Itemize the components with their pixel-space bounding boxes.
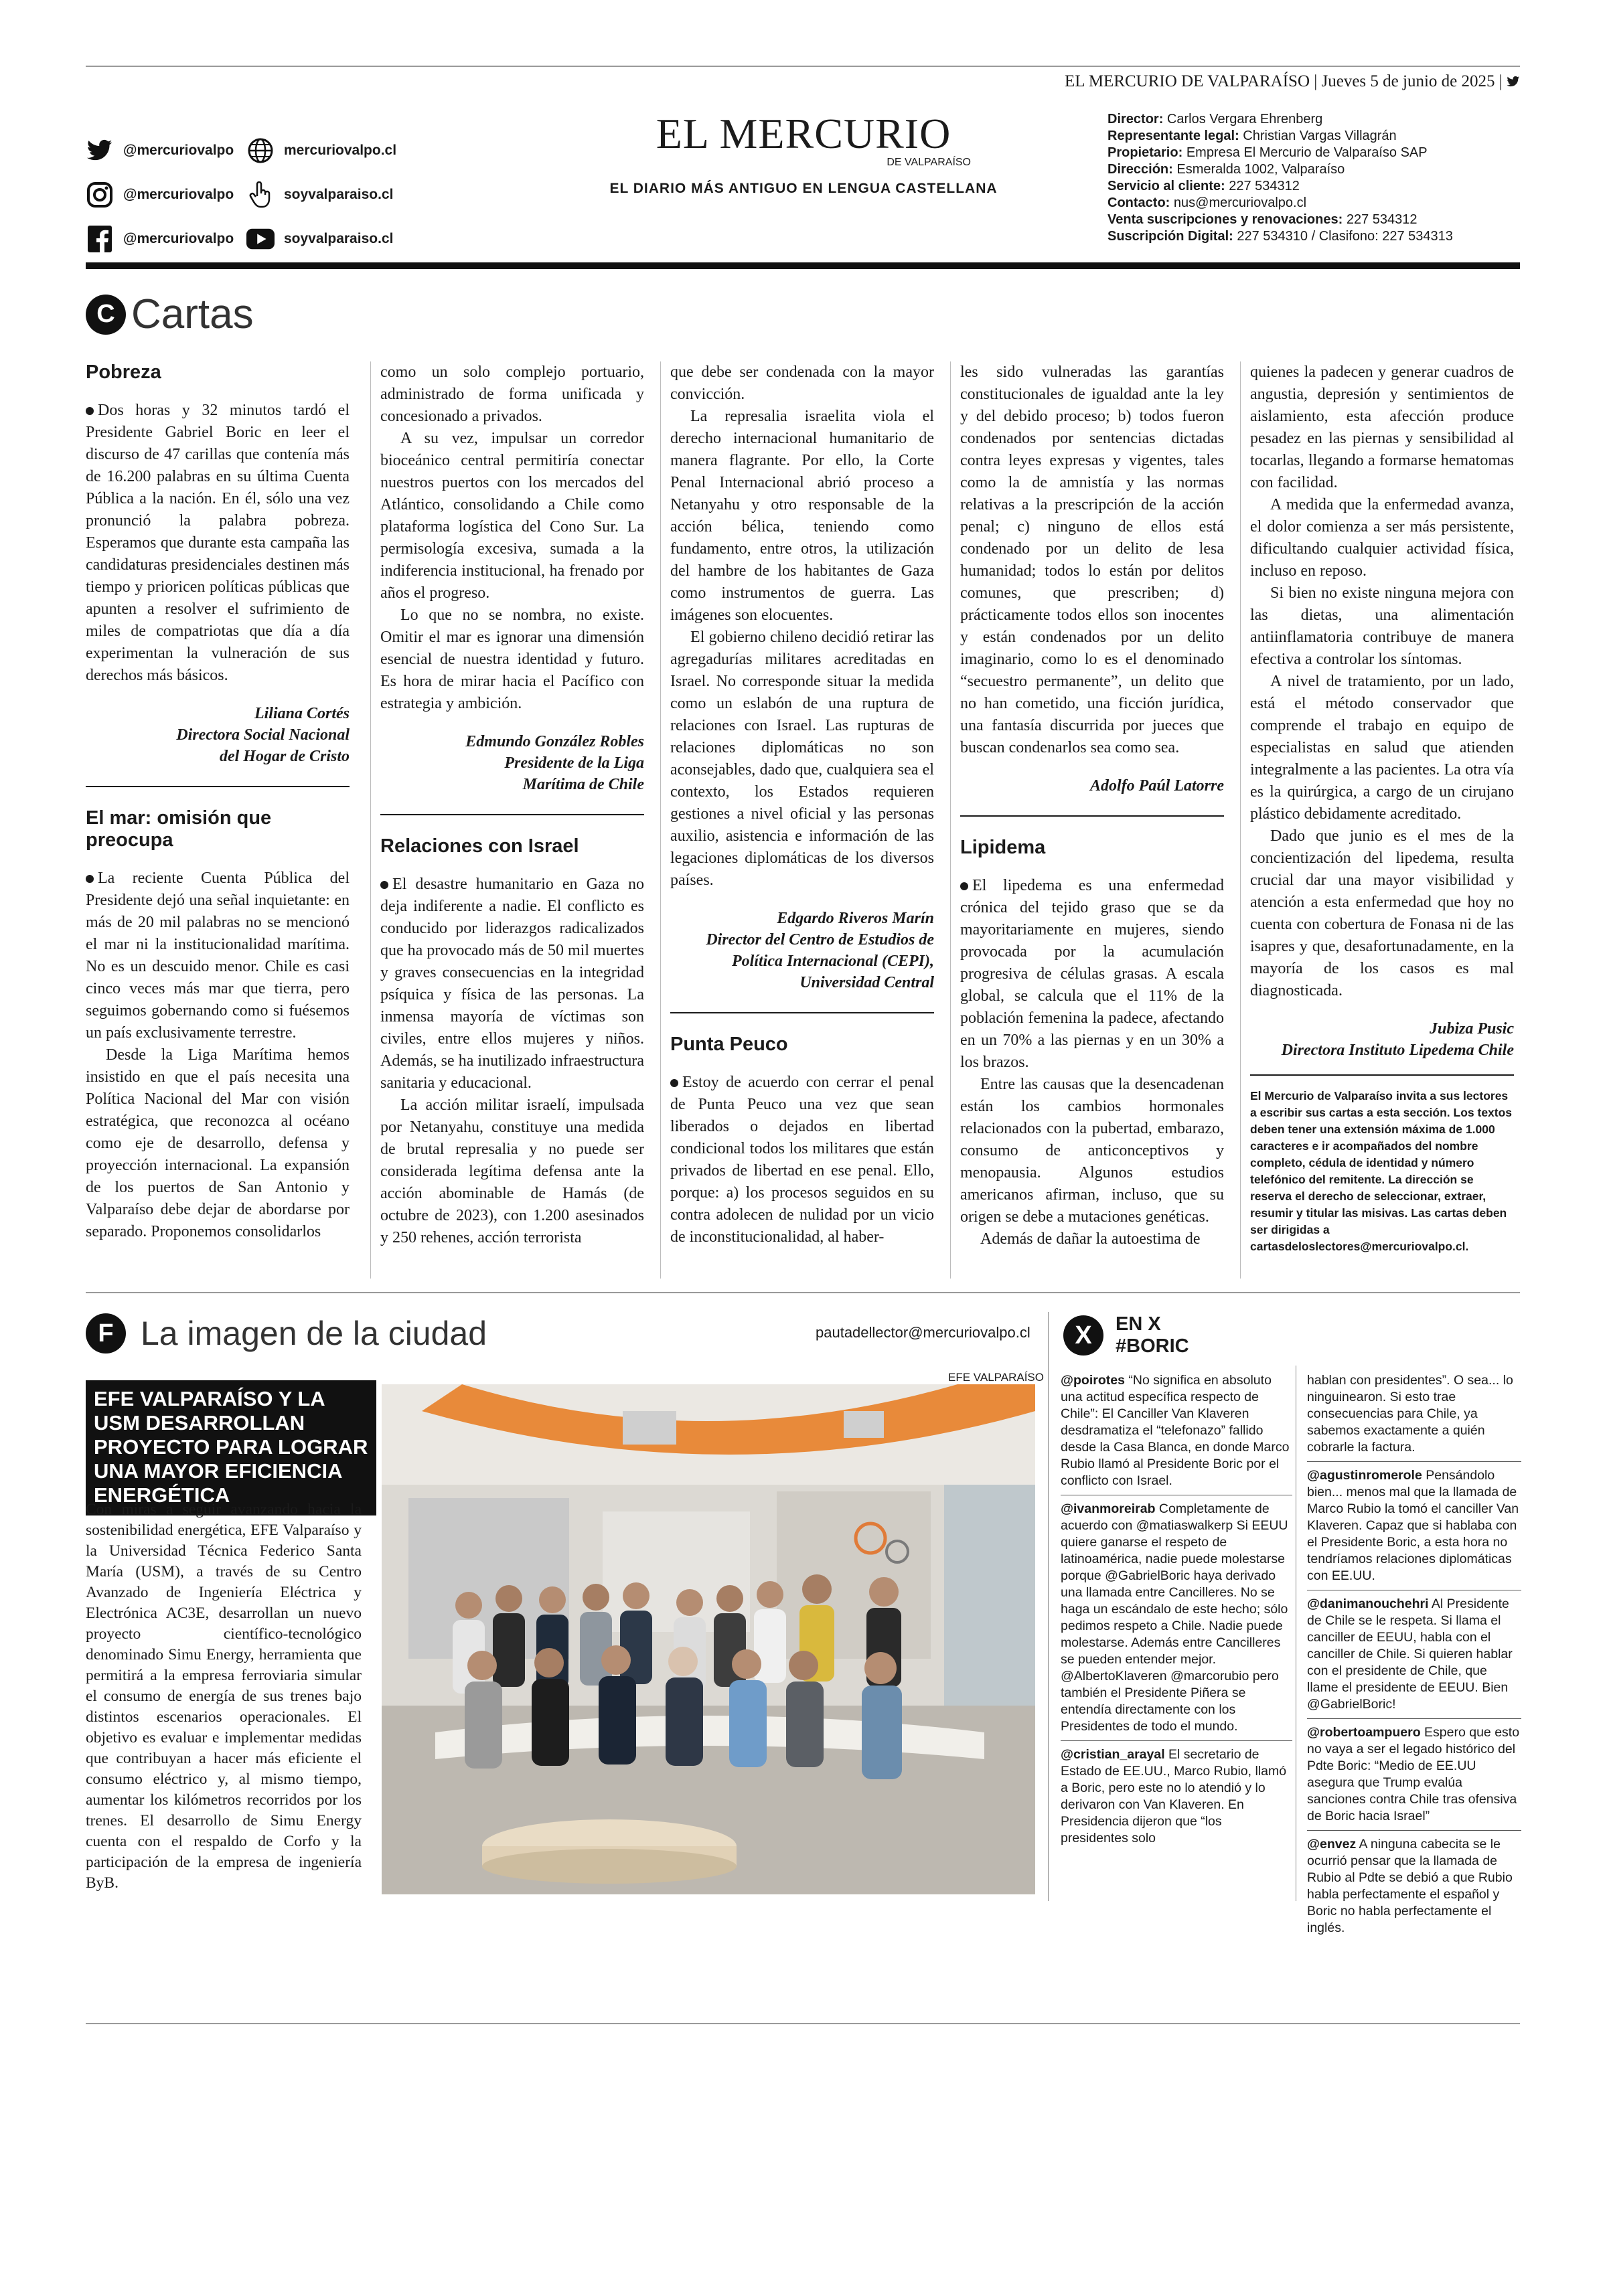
bullet-icon — [86, 407, 94, 415]
staff-line: Director: Carlos Vergara Ehrenberg — [1107, 112, 1323, 127]
reader-email[interactable]: pautadellector@mercuriovalpo.cl — [816, 1324, 1030, 1341]
tweet: @danimanouchehri Al Presidente de Chile se le respeta. Si llama el canciller de EEUU, habla con el canciller de Chile. Si quieren hablar con el presidente de Chile, que llame el presidente de EEUU. Bien @GabrielBoric! — [1307, 1596, 1521, 1719]
cartas-badge: C — [86, 295, 126, 335]
tweet-handle[interactable]: @poirotes — [1061, 1373, 1125, 1388]
tweet: @envez A ninguna cabecita se le ocurrió pensar que la llamada de Rubio al Pdte se debió a que Rubio habla perfectamente el español y Boric no habla perfectamente el inglés. — [1307, 1837, 1513, 1935]
tweet-handle[interactable]: @danimanouchehri — [1307, 1596, 1429, 1611]
tweet: @robertoampuero Espero que esto no vaya a ser el legado histórico del Pdte Boric: “Medio de EE.UU asegura que Trump evalúa sanciones contra Chile tras ofensiva de Boric hacia Israel” — [1307, 1724, 1521, 1831]
staff-box — [1107, 111, 1523, 245]
web-url: mercuriovalpo.cl — [284, 143, 397, 158]
tweet-handle[interactable]: @robertoampuero — [1307, 1725, 1421, 1740]
imagen-title: La imagen de la ciudad — [141, 1315, 487, 1352]
letter-paragraph: A medida que la enfermedad avanza, el dolor comienza a ser más persistente, dificultando cualquier actividad física, incluso en reposo. — [1250, 496, 1514, 580]
tweet-handle[interactable]: @cristian_arayal — [1061, 1747, 1165, 1762]
letters-column-5 — [1250, 361, 1514, 1255]
photo-headline: EFE VALPARAÍSO Y LA USM DESARROLLAN PROYECTO PARA LOGRAR UNA MAYOR EFICIENCIA ENERGÉTICA — [86, 1380, 376, 1515]
letter-signature: Edmundo González Robles Presidente de la Liga Marítima de Chile — [465, 733, 644, 793]
letters-column-4 — [960, 361, 1224, 1250]
tweet-handle[interactable]: @ivanmoreirab — [1061, 1501, 1156, 1516]
column-divider — [1048, 1312, 1049, 1901]
bullet-icon — [670, 1079, 678, 1087]
letter-separator — [960, 815, 1224, 817]
x-logo-icon: X — [1063, 1315, 1103, 1356]
tweet: @agustinromerole Pensándolo bien... menos mal que la llamada de Marco Rubio la tomó el canciller Van Klaveren. Capaz que si hablaba con el Presidente Boric, a esta hora no tendríamos relaciones diplomáticas con EE.UU. — [1307, 1467, 1521, 1590]
social-links — [86, 129, 407, 261]
bullet-icon — [960, 882, 968, 890]
header-thick-rule — [86, 262, 1520, 269]
letter-heading-pobreza: Pobreza — [86, 361, 161, 383]
top-rule — [86, 66, 1520, 67]
bullet-icon — [86, 875, 94, 883]
tweet: @poirotes “No significa en absoluto una actitud específica respecto de Chile”: El Canciller Van Klaveren desdramatiza el “telefonazo” fallido desde la Casa Blanca, en donde Marco Rubio llamó al Presidente Boric por el conflicto con Israel. — [1061, 1372, 1292, 1495]
letter-paragraph: Además de dañar la autoestima de — [980, 1230, 1201, 1248]
youtube-url: soyvalparaiso.cl — [284, 231, 394, 246]
letter-paragraph: A nivel de tratamiento, por un lado, está el método conservador que comprende el trabajo en equipo de especialistas en salud que atienden integralmente a las pacientes. La otra vía es la quirúrgica, a cargo de un cirujano plástico debidamente acreditado. — [1250, 673, 1514, 823]
enx-title: EN X #BORIC — [1116, 1313, 1189, 1357]
cartas-title: Cartas — [131, 291, 254, 337]
letter-paragraph: Desde la Liga Marítima hemos insistido en que el país necesita una Política Nacional del Mar con visión estratégica, que reconozca al océano como eje de desarrollo, defensa y proyección internacional. La expansión de los puertos de San Antonio y Valparaíso debe dejar de abordarse por separado. Proponemos consolidarlos — [86, 1046, 350, 1240]
letter-paragraph: El gobierno chileno decidió retirar las agregadurías militares acreditadas en Israel. No corresponde situar la medida como un eslabón de una ruptura de relaciones con Israel. Las rupturas de relaciones diplomáticas no son aconsejables, dado que, cualquiera sea el contexto, los Estados requieren gestiones a nivel oficial y las personas auxilio, asistencia e información de las legaciones diplomáticas de los diversos países. — [670, 629, 934, 889]
letter-paragraph: Estoy de acuerdo con cerrar el penal de Punta Peuco una vez que sean liberados o dejados en libertad condicional todos los militares que están privados de libertad en ese penal. Ello, porque: a) los procesos seguidos en su contra adolecen de nulidad por un vicio de inconstitucionalidad, al haber- — [670, 1074, 934, 1246]
letter-heading-lipidema: Lipidema — [960, 837, 1046, 858]
tweet: hablan con presidentes”. O sea... lo ninguinearon. Si esto trae consecuencias para Chile, ya sabemos exactamente a quién cobrarle la factura. — [1307, 1372, 1521, 1462]
section-rule — [86, 1292, 1520, 1293]
letter-paragraph: que debe ser condenada con la mayor convicción. — [670, 363, 934, 403]
facebook-handle: @mercuriovalpo — [123, 231, 234, 246]
letter-paragraph: A su vez, impulsar un corredor bioceánico central permitiría conectar nuestros puertos con los mercados del Atlántico, consolidando a Chile como plataforma logística del Cono Sur. La permisología excesiva, sumada a la indiferencia institucional, ha frenado por años el progreso. — [380, 430, 644, 602]
tweet-handle[interactable]: @envez — [1307, 1837, 1357, 1852]
hand-pointer-icon — [246, 181, 275, 209]
letter-paragraph: El desastre humanitario en Gaza no deja indiferente a nadie. El conflicto es conducido por liderazgos radicalizados que ha provocado más de 50 mil muertes y graves consecuencias en la integridad psíquica y física de las personas. La inmensa mayoría de víctimas son civiles, entre ellos mujeres y niños. Además, se ha inutilizado infraestructura sanitaria y educacional. — [380, 876, 644, 1092]
youtube-link[interactable] — [246, 225, 407, 253]
group-photo — [382, 1384, 1035, 1894]
letter-paragraph: Entre las causas que la desencadenan están los cambios hormonales relacionados con la pubertad, embarazo, consumo de anticonceptivos y menopausia. Algunos estudios americanos afirman, incluso, que su origen se debe a mutaciones genéticas. — [960, 1076, 1224, 1226]
staff-line: Contacto: nus@mercuriovalpo.cl — [1107, 195, 1307, 210]
youtube-icon — [246, 225, 275, 253]
letters-column-3 — [670, 361, 934, 1248]
photo-caption-text: Con miras a seguir avanzando hacia la sostenibilidad energética, EFE Valparaíso y la Universidad Técnica Federico Santa María (USM), a través de su Centro Avanzado de Ingeniería Eléctrica y Electrónica AC3E, desarrollan un nuevo proyecto científico-tecnológico denominado Simu Energy, herramienta que permitirá a la empresa ferroviaria simular el consumo de energía de sus trenes bajo distintos escenarios operacionales. El objetivo es evaluar e implementar medidas que contribuyan a hacer más eficiente el consumo eléctrico y, al mismo tiempo, aumentar los kilómetros recorridos por los trenes. El desarrollo de Simu Energy cuenta con el respaldo de Corfo y la participación de la empresa de ingeniería ByB. — [86, 1501, 362, 1892]
bottom-rule — [86, 2023, 1520, 2024]
staff-line: Representante legal: Christian Vargas Villagrán — [1107, 129, 1397, 143]
letter-signature: Adolfo Paúl Latorre — [1089, 777, 1224, 795]
imagen-section-header — [86, 1313, 487, 1354]
letter-signature: Edgardo Riveros Marín Director del Centro de Estudios de Política Internacional (CEPI), Universidad Central — [706, 910, 934, 991]
web-link[interactable] — [246, 137, 407, 165]
column-divider — [950, 361, 951, 1279]
twitter-icon — [86, 137, 114, 165]
letters-column-1 — [86, 361, 350, 1243]
twitter-link[interactable] — [86, 137, 246, 165]
facebook-icon — [86, 225, 114, 253]
letters-column-2 — [380, 361, 644, 1249]
letter-separator — [86, 786, 350, 787]
twitter-handle: @mercuriovalpo — [123, 143, 234, 158]
masthead-tagline: EL DIARIO MÁS ANTIGUO EN LENGUA CASTELLANA — [609, 181, 998, 196]
instagram-icon — [86, 181, 114, 209]
soy-link[interactable] — [246, 181, 407, 209]
enx-section-header — [1063, 1313, 1189, 1358]
date-line-text: EL MERCURIO DE VALPARAÍSO | Jueves 5 de junio de 2025 | — [1064, 72, 1503, 90]
column-divider — [660, 361, 661, 1279]
letter-heading-peuco: Punta Peuco — [670, 1034, 788, 1055]
letter-paragraph: Lo que no se nombra, no existe. Omitir el mar es ignorar una dimensión esencial de nuestra identidad y futuro. Es hora de mirar hacia el Pacífico con estrategia y ambición. — [380, 606, 644, 712]
letter-heading-mar: El mar: omisión que preocupa — [86, 807, 272, 851]
letter-separator — [380, 814, 644, 815]
masthead — [603, 112, 1004, 197]
letter-paragraph: Dado que junio es el mes de la concientización del lipedema, resulta crucial dar una mayor visibilidad y atención a esta enfermedad que hoy no cuenta con cobertura de Fonasa ni de las isapres y que, desafortunadamente, en la mayoría de los casos es mal diagnosticada. — [1250, 827, 1514, 999]
letter-paragraph: quienes la padecen y generar cuadros de angustia, depresión y sentimientos de aislamiento, esta afección produce pesadez en las piernas y sensibilidad al tocarlas, llegando a formarse hematomas con facilidad. — [1250, 363, 1514, 491]
letter-signature: Liliana Cortés Directora Social Nacional del Hogar de Cristo — [176, 705, 350, 765]
staff-line: Dirección: Esmeralda 1002, Valparaíso — [1107, 162, 1345, 177]
masthead-title: EL MERCURIO — [656, 110, 951, 157]
facebook-link[interactable] — [86, 225, 246, 253]
tweet-handle[interactable]: @agustinromerole — [1307, 1468, 1422, 1483]
letter-paragraph: Dos horas y 32 minutos tardó el Presidente Gabriel Boric en leer el discurso de 47 carillas que contenía más de 16.200 palabras en su última Cuenta Pública a la nación. En él, sólo una vez pronunció la palabra pobreza. Esperamos que durante esta campaña las candidaturas presidenciales destinen más tiempo y prioricen políticas públicas que apunten a resolver el sufrimiento de miles de compatriotas que día a día experimentan la vulneración de sus derechos más básicos. — [86, 402, 350, 684]
date-line — [1065, 72, 1520, 91]
tweets-column-2 — [1307, 1372, 1521, 1947]
letter-separator — [1250, 1074, 1514, 1076]
staff-line: Venta suscripciones y renovaciones: 227 534312 — [1107, 212, 1418, 227]
column-divider — [1240, 361, 1241, 1279]
photo-credit: EFE VALPARAÍSO — [948, 1371, 1044, 1384]
staff-line: Suscripción Digital: 227 534310 / Clasifono: 227 534313 — [1107, 229, 1453, 244]
instagram-handle: @mercuriovalpo — [123, 187, 234, 202]
bullet-icon — [380, 881, 388, 889]
letter-paragraph: La acción militar israelí, impulsada por Netanyahu, constituye una medida de brutal represalia y no puede ser considerada legítima defensa ante la acción abominable de Hamás (de octubre de 2023), con 1.200 asesinados y 250 rehenes, acción terrorista — [380, 1096, 644, 1246]
globe-icon — [246, 137, 275, 165]
letter-heading-israel: Relaciones con Israel — [380, 835, 579, 857]
tweet: @cristian_arayal El secretario de Estado de EE.UU., Marco Rubio, llamó a Boric, pero este no lo atendió y lo derivaron con Van Klaveren. En Presidencia dijeron que “los presidentes solo — [1061, 1747, 1287, 1846]
staff-line: Servicio al cliente: 227 534312 — [1107, 179, 1300, 193]
letter-paragraph: como un solo complejo portuario, administrado de forma unificada y concesionado a privados. — [380, 363, 644, 425]
instagram-link[interactable] — [86, 181, 246, 209]
imagen-badge: F — [86, 1313, 126, 1354]
letter-separator — [670, 1012, 934, 1013]
letter-paragraph: les sido vulneradas las garantías constitucionales de igualdad ante la ley y del debido proceso; b) todos fueron condenados por sentencias dictadas contra leyes expresas y vigentes, tales como la de amnistía y las normas relativas a la prescripción de la acción penal; c) ninguno de ellos está condenado por un delito de lesa humanidad; todos lo están por delitos comunes, que prescriben; d) prácticamente todos ellos son inocentes y están condenados por un delito imaginario, como lo es el denominado “secuestro permanente”, un delito que no han cometido, una ficción jurídica, una fantasía discurrida por jueces que buscan condenarlos sea como sea. — [960, 363, 1224, 756]
cartas-section-header — [86, 291, 254, 338]
masthead-subtitle: DE VALPARAÍSO — [887, 157, 971, 168]
letter-signature: Jubiza Pusic Directora Instituto Lipedema Chile — [1281, 1020, 1514, 1059]
letter-paragraph: La reciente Cuenta Pública del Presidente dejó una señal inquietante: en más de 20 mil palabras no se mencionó el mar ni la institucionalidad marítima. No es un descuido menor. Chile es casi cinco veces más mar que tierra, pero seguimos gobernando como si fuésemos un país exclusivamente terrestre. — [86, 870, 350, 1042]
letter-paragraph: El lipedema es una enfermedad crónica del tejido graso que se da mayoritariamente en mujeres, siendo provocada por la acumulación progresiva de células grasas. A escala global, se calcula que el 11% de la población femenina la padece, afectando en un 70% a las piernas y en un 30% a los brazos. — [960, 877, 1224, 1071]
letter-paragraph: Si bien no existe ninguna mejora con las dietas, una alimentación antiinflamatoria contribuye de manera efectiva a controlar los síntomas. — [1250, 584, 1514, 668]
column-divider — [370, 361, 371, 1279]
bird-icon — [1507, 72, 1520, 90]
letter-paragraph: La represalia israelita viola el derecho internacional humanitario de manera flagrante. Por ello, la Corte Penal Internacional abrió proceso a Netanyahu y otro responsable de la acción bélica, teniendo como fundamento, entre otros, la utilización del hambre de los habitantes de Gaza como instrumentos de guerra. Las imágenes son elocuentes. — [670, 408, 934, 624]
tweet: @ivanmoreirab Completamente de acuerdo con @matiaswalkerp Si EEUU quiere ganarse el respeto de latinoamérica, nadie puede molestarse porque @GabrielBoric haya derivado una llamada entre Cancilleres. No se haga un escándalo de este hecho; sólo pedimos respeto a Chile. Nadie puede molestarse. Además entre Cancilleres se pueden entender mejor. @AlbertoKlaveren @marcorubio pero también el Presidente Piñera se entendía directamente con los Presidentes de todo el mundo. — [1061, 1501, 1292, 1741]
staff-line: Propietario: Empresa El Mercurio de Valparaíso SAP — [1107, 145, 1428, 160]
letters-notice: El Mercurio de Valparaíso invita a sus lectores a escribir sus cartas a esta sección. Los textos deben tener una extensión máxima de 1.000 caracteres e ir acompañados del nombre completo, cédula de identidad y número telefónico del remitente. La dirección se reserva el derecho de seleccionar, extraer, resumir y titular las misivas. Las cartas deben ser dirigidas a cartasdeloslectores@mercuriovalpo.cl. — [1250, 1089, 1513, 1253]
soy-url: soyvalparaiso.cl — [284, 187, 394, 202]
tweets-column-1 — [1061, 1372, 1292, 1858]
